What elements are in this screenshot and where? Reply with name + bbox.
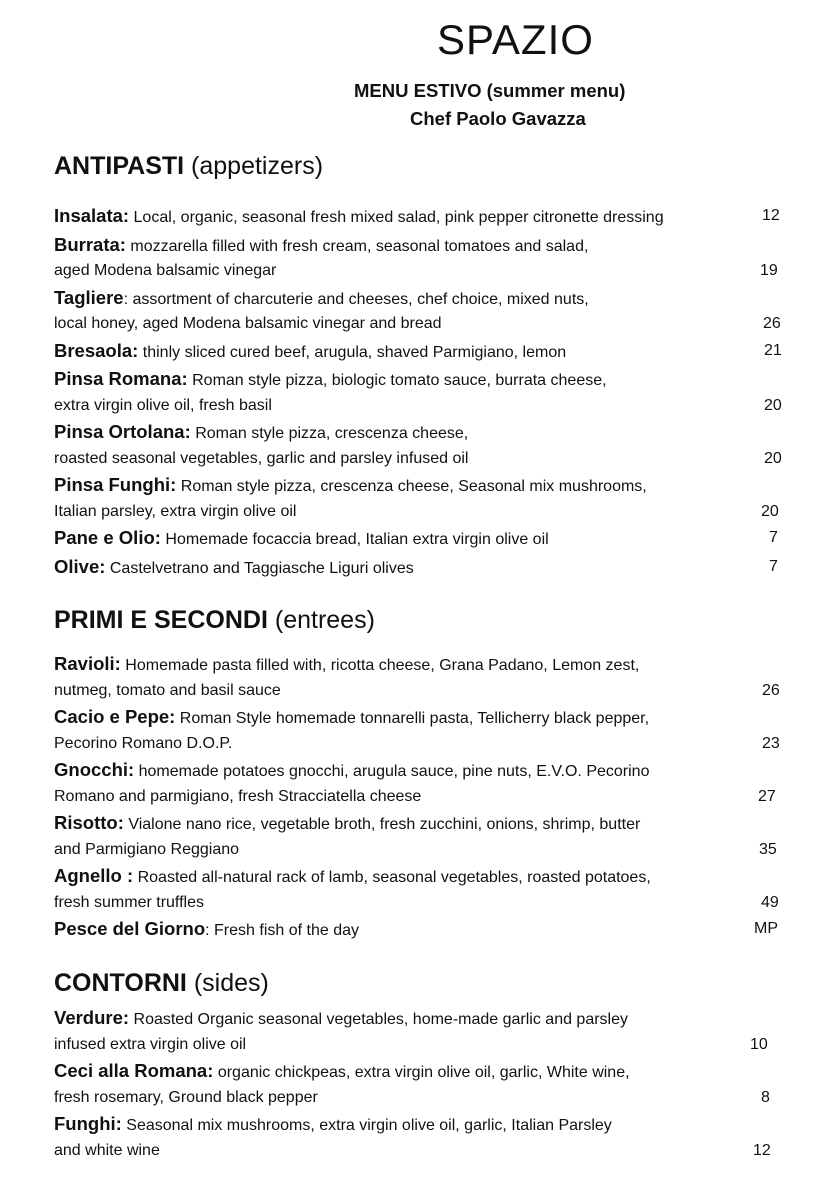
menu-item-description: Roasted all-natural rack of lamb, seasonal vegetables, roasted potatoes, xyxy=(133,869,651,886)
menu-item-name: Gnocchi: xyxy=(54,759,135,780)
menu-item-name: Pane e Olio xyxy=(54,527,155,548)
menu-subtitle: MENU ESTIVO (summer menu) xyxy=(354,80,626,101)
menu-item-line xyxy=(54,366,789,393)
section-title-sub: (entrees) xyxy=(267,606,375,634)
menu-item-description: Roasted Organic seasonal vegetables, home-made garlic and parsley xyxy=(129,1011,629,1028)
menu-item-price: 20 xyxy=(764,449,782,467)
menu-item-name: Ravioli xyxy=(54,653,115,674)
menu-item xyxy=(54,1111,789,1164)
menu-item-name: Pinsa Funghi: xyxy=(54,474,177,495)
menu-item xyxy=(54,1058,789,1111)
menu-item-line xyxy=(54,338,789,365)
menu-item xyxy=(54,419,789,472)
menu-item-description-cont: and Parmigiano Reggiano xyxy=(54,840,240,858)
menu-item-line xyxy=(54,757,789,784)
section-title xyxy=(54,969,269,998)
menu-item-line xyxy=(54,837,789,864)
menu-item xyxy=(54,285,789,338)
menu-item-price: 19 xyxy=(760,262,778,279)
menu-item-line xyxy=(54,419,789,446)
menu-item-description-cont: infused extra virgin olive oil xyxy=(54,1035,247,1053)
menu-item-price: 12 xyxy=(762,207,780,224)
menu-item-separator: : xyxy=(114,653,121,674)
menu-item-name: Olive: xyxy=(54,555,106,577)
menu-item-price: 35 xyxy=(759,840,777,858)
menu-item-line xyxy=(54,525,789,552)
menu-item-description-cont: fresh summer truffles xyxy=(54,893,204,911)
menu-item-price: 8 xyxy=(761,1088,770,1106)
menu-item-description: thinly sliced cured beef, arugula, shaved Parmigiano, lemon xyxy=(138,343,567,361)
menu-item-price: 10 xyxy=(750,1035,768,1053)
menu-item xyxy=(54,863,789,916)
menu-item-description-cont: fresh rosemary, Ground black pepper xyxy=(54,1088,318,1106)
menu-item-description: : assortment of charcuterie and cheeses, chef choice, mixed nuts, xyxy=(123,290,589,308)
menu-item-description: homemade potatoes gnocchi, arugula sauce, pine nuts, E.V.O. Pecorino xyxy=(134,763,650,780)
section-title xyxy=(54,606,375,635)
menu-item-description: Roman style pizza, crescenza cheese, Seasonal mix mushrooms, xyxy=(176,478,647,495)
menu-item xyxy=(54,704,789,757)
menu-item-line xyxy=(54,1085,789,1112)
menu-item-name: Burrata: xyxy=(54,233,126,255)
menu-item xyxy=(54,1005,789,1058)
menu-item-line xyxy=(54,704,789,731)
menu-item-line xyxy=(54,863,789,890)
section-title-main: CONTORNI xyxy=(54,969,187,997)
menu-item-name: Risotto: xyxy=(54,812,124,833)
menu-item-description-cont: extra virgin olive oil, fresh basil xyxy=(54,396,272,414)
menu-item-price: 7 xyxy=(769,529,778,546)
menu-item-description: Homemade pasta filled with, ricotta cheese, Grana Padano, Lemon zest, xyxy=(120,657,640,674)
menu-item-name: Pesce del Giorno xyxy=(54,918,206,939)
menu-item-line xyxy=(54,890,789,917)
menu-item xyxy=(54,916,789,943)
menu-item-description-cont: nutmeg, tomato and basil sauce xyxy=(54,681,281,699)
menu-item-line xyxy=(54,916,789,943)
menu-item-line xyxy=(54,203,789,230)
menu-item-price: 49 xyxy=(761,893,779,911)
menu-item-name: Pinsa Romana xyxy=(54,368,182,389)
menu-item-line xyxy=(54,1058,789,1085)
menu-item-name: Bresaola: xyxy=(54,339,139,361)
menu-item-description-cont: aged Modena balsamic vinegar xyxy=(54,262,277,279)
menu-item xyxy=(54,366,789,419)
menu-item-line xyxy=(54,1005,789,1032)
menu-item-line xyxy=(54,232,789,259)
menu-item-price: 20 xyxy=(761,502,779,520)
menu-item-name: Funghi xyxy=(54,1113,116,1134)
menu-item xyxy=(54,554,789,581)
menu-item-line xyxy=(54,258,789,285)
menu-item-name: Tagliere xyxy=(54,286,124,308)
menu-item-description: Vialone nano rice, vegetable broth, fresh zucchini, onions, shrimp, butter xyxy=(123,816,641,833)
menu-item-name: Ceci alla Romana: xyxy=(54,1060,214,1081)
menu-item-description-cont: roasted seasonal vegetables, garlic and parsley infused oil xyxy=(54,449,469,467)
menu-item-separator: : xyxy=(184,421,191,442)
section-title-sub: (sides) xyxy=(186,969,269,997)
menu-item-line xyxy=(54,1138,789,1165)
menu-item-separator: : xyxy=(115,1113,122,1134)
menu-item-line xyxy=(54,810,789,837)
menu-item xyxy=(54,338,789,365)
section-title-main: ANTIPASTI xyxy=(54,152,185,180)
menu-item xyxy=(54,472,789,525)
restaurant-name: SPAZIO xyxy=(437,16,594,63)
menu-item-price: 12 xyxy=(753,1141,771,1159)
menu-item-line xyxy=(54,285,789,312)
menu-item xyxy=(54,203,789,230)
menu-item-description: Roman style pizza, crescenza cheese, xyxy=(190,425,469,442)
menu-item-name: Pinsa Ortolana xyxy=(54,421,185,442)
menu-item-description-cont: and white wine xyxy=(54,1141,160,1159)
menu-item-price: 7 xyxy=(769,557,778,575)
section-title xyxy=(54,152,323,181)
menu-item-line xyxy=(54,554,789,581)
menu-item-description-cont: local honey, aged Modena balsamic vinegar and bread xyxy=(54,315,442,332)
chef-name: Chef Paolo Gavazza xyxy=(410,108,586,129)
menu-item-line xyxy=(54,651,789,678)
menu-item-price: 26 xyxy=(762,681,780,699)
menu-item-price: 26 xyxy=(763,315,781,332)
menu-item-price: 20 xyxy=(764,396,782,414)
menu-item-description: Castelvetrano and Taggiasche Liguri olives xyxy=(105,559,414,577)
menu-item-separator: : xyxy=(154,527,161,548)
menu-item-line xyxy=(54,1111,789,1138)
menu-item xyxy=(54,757,789,810)
menu-item-description: Roman style pizza, biologic tomato sauce, burrata cheese, xyxy=(187,372,607,389)
menu-item-price: 27 xyxy=(758,787,776,805)
menu-item-line xyxy=(54,311,789,338)
menu-item-description-cont: Romano and parmigiano, fresh Stracciatella cheese xyxy=(54,787,422,805)
menu-item-name: Verdure: xyxy=(54,1007,130,1028)
menu-item xyxy=(54,232,789,285)
menu-item-name: Insalata xyxy=(54,205,123,226)
menu-item-description: Local, organic, seasonal fresh mixed salad, pink pepper citronette dressing xyxy=(129,209,664,226)
menu-item-separator: : xyxy=(181,368,188,389)
menu-item xyxy=(54,525,789,552)
menu-item-price: MP xyxy=(754,920,778,937)
menu-item-name: Agnello : xyxy=(54,865,134,886)
menu-item-description: Homemade focaccia bread, Italian extra virgin olive oil xyxy=(160,531,549,548)
menu-item xyxy=(54,810,789,863)
menu-item-description: organic chickpeas, extra virgin olive oil, garlic, White wine, xyxy=(213,1064,630,1081)
menu-item-line xyxy=(54,446,789,473)
menu-item-description: : Fresh fish of the day xyxy=(205,922,359,939)
menu-item-description: Roman Style homemade tonnarelli pasta, Tellicherry black pepper, xyxy=(175,710,650,727)
menu-item-line xyxy=(54,784,789,811)
menu-item-description-cont: Pecorino Romano D.O.P. xyxy=(54,734,233,752)
menu-item-description: mozzarella filled with fresh cream, seasonal tomatoes and salad, xyxy=(125,237,589,255)
menu-item-line xyxy=(54,499,789,526)
menu-item-line xyxy=(54,1032,789,1059)
menu-item-description: Seasonal mix mushrooms, extra virgin olive oil, garlic, Italian Parsley xyxy=(121,1117,612,1134)
menu-item-price: 21 xyxy=(764,341,782,359)
menu-item-description-cont: Italian parsley, extra virgin olive oil xyxy=(54,502,297,520)
menu-item-price: 23 xyxy=(762,734,780,752)
menu-item xyxy=(54,651,789,704)
menu-item-name: Cacio e Pepe: xyxy=(54,706,176,727)
menu-item-line xyxy=(54,393,789,420)
section-title-main: PRIMI E SECONDI xyxy=(54,606,268,634)
menu-item-separator: : xyxy=(122,205,130,226)
menu-item-line xyxy=(54,472,789,499)
menu-item-line xyxy=(54,731,789,758)
menu-item-line xyxy=(54,678,789,705)
section-title-sub: (appetizers) xyxy=(184,152,324,180)
